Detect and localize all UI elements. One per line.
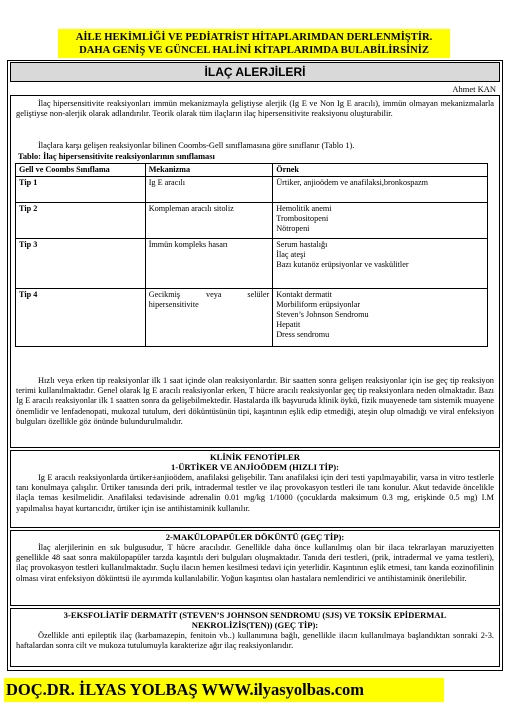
- table-cell-example: [273, 289, 488, 347]
- example-item: İlaç ateşi: [276, 250, 306, 259]
- example-item: Morbiliform erüpsiyonlar: [276, 300, 361, 309]
- author-name: Ahmet KAN: [452, 84, 496, 94]
- table-cell-type: Tip 3: [16, 239, 146, 289]
- table-row: [16, 289, 488, 347]
- clinical-phenotypes-heading: KLİNİK FENOTİPLER: [209, 452, 300, 462]
- table-header: Örnek: [273, 164, 488, 177]
- intro-paragraph-2: İlaçlara karşı gelişen reaksiyonlar bilinen Coombs-Gell sınıflamasına göre sınıflanır (Tablo 1).: [38, 141, 355, 150]
- section-3-heading: 3-EKSFOLİATİF DERMATİT (STEVEN’S JOHNSON SENDROMU (SJS) VE TOKSİK EPİDERMAL NEKROLİZİS(TEN)) (GEÇ TİP):: [63, 610, 447, 631]
- table-cell-mechanism: Gecikmiş veya selüler hipersensitivite: [145, 289, 273, 347]
- table-cell-example: [273, 239, 488, 289]
- table-cell-example: [273, 203, 488, 239]
- example-item: Kontakt dermatit: [276, 290, 332, 299]
- section-1-text: Ig E aracılı reaksiyonlarda ürtiker±anjioödem, anafilaksi gelişebilir. Tanı anafilaksi için deri testi yapılmayabilir, varsa in vitro testlerle tanı konulmaya çalışılır. Ürtiker tanısında deri prik, intradermal testler ve ilaç provokasyon testleri ile tanı konulur. Akut tedavide öncelikle ilaçla temas kesilmelidir. Anafilaksi tedavisinde adrenalin 0.01 mg/kg 1/1000 (çocuklarda maksimum 0.3 mg, erişkinde 0.5 mg) I.M yapılmalısı hayat kurtarıcıdır, ürtiker için ise antihistaminik kullanılır.: [16, 473, 494, 513]
- table-cell-type: Tip 4: [16, 289, 146, 347]
- banner-line-2: DAHA GENİŞ VE GÜNCEL HALİNİ KİTAPLARIMDA BULABİLİRSİNİZ: [79, 45, 429, 56]
- section-2-text: İlaç alerjilerinin en sık bulgusudur, T hücre aracılıdır. Genellikle daha önce kullanılmış olan bir ilaca tekrarlayan maruziyetten genellikle 48 saat sonra makülopapüler tarzda kaşıntılı deri bulguları oluşmaktadır. Tanıda deri testleri, (prik, intradermal ve yama testleri), ilaç provokasyon testleri kullanılmaktadır. Suçlu ilacın hemen kesilmesi tedavi için yeterlidir. Kaşıntının eşlik etmesi, tanı kanda eozinofilinin olması virat enfeksiyon dökünttsü ile ayırımda kullanılabilir. Yoğun kaşıntısı olan hastalara nemlendirici ve antihistaminik önerilebilir.: [16, 543, 494, 583]
- page-title: İLAÇ ALERJİLERİ: [10, 62, 500, 82]
- section-1-heading: 1-ÜRTİKER VE ANJİOÖDEM (HIZLI TİP):: [171, 462, 339, 472]
- example-item: Steven’s Johnson Sendromu: [276, 310, 369, 319]
- example-item: Ürtiker, anjioödem ve anafilaksi,bronkospazm: [276, 178, 429, 187]
- section-3-text: Özellikle anti epileptik ilaç (karbamazepin, fenitoin vb..) kullanımına bağlı, genellikle ilacın kullanılmaya başlandıktan sonraki 2-3. haftalardan sonra cilt ve mukoza tutulumuyla karakterize ağır ilaç reaksiyonlarıdır.: [16, 631, 494, 651]
- footer-author-website: DOÇ.DR. İLYAS YOLBAŞ WWW.ilyasyolbas.com: [4, 678, 444, 702]
- top-banner: [58, 29, 450, 58]
- table-caption: Tablo: İlaç hipersensitivite reaksiyonlarının sınıflaması: [18, 152, 215, 161]
- example-item: Trombositopeni: [276, 214, 329, 223]
- example-item: Serum hastalığı: [276, 240, 328, 249]
- table-cell-example: [273, 177, 488, 203]
- table-cell-mechanism: Ig E aracılı: [145, 177, 273, 203]
- table-header: Mekanizma: [145, 164, 273, 177]
- table-row: [16, 203, 488, 239]
- example-item: Hemolitik anemi: [276, 204, 332, 213]
- table-cell-mechanism: Kompleman aracılı sitoliz: [145, 203, 273, 239]
- intro-paragraph-1: İlaç hipersensitivite reaksiyonları immün mekanizmayla geliştiyse alerjik (Ig E ve Non Ig E aracılı), immün olmayan mekanizmalarla geliştiyse non-alerjik olarak adlandırılır. Teorik olarak tüm ilaçların ilaç hipersensitivite reaksiyonu oluşturabilir.: [16, 99, 494, 119]
- banner-line-1: AİLE HEKİMLİĞİ VE PEDİATRİST HİTAPLARIMDAN DERLENMİŞTİR.: [75, 32, 433, 43]
- classification-table: [15, 163, 488, 347]
- table-cell-type: Tip 2: [16, 203, 146, 239]
- example-item: Dress sendromu: [276, 330, 330, 339]
- table-header-row: [16, 164, 488, 177]
- example-item: Nötropeni: [276, 224, 310, 233]
- table-cell-type: Tip 1: [16, 177, 146, 203]
- reaction-timing-paragraph: Hızlı veya erken tip reaksiyonlar ilk 1 saat içinde olan reaksiyonlardır. Bir saatten sonra gelişen reaksiyonlar için ise geç tip reaksiyon terimi kullanılmaktadır. Genel olarak Ig E aracılı reaksiyonlar erken, T hücre aracılı reaksiyonlar geç tip reaksiyonlara neden olmaktadır. Bazı Ig E aracılı reaksiyonlar ilk 1 saatten sonra da gelişebilmektedir. Hastalarda ilk başvuruda klinik öykü, fizik muayenede tam sistemik muayene önemlidir ve lenfadenopati, mukozal tutulum, deri döküntüsünün tipi, kaşıntının eşlik edip etmediği, ateşin olup olmadığı ve viral enfeksiyon bulguları özellikle göz önünde bulundurulmalıdır.: [16, 376, 494, 426]
- example-item: Bazı kutanöz erüpsiyonlar ve vaskülitler: [276, 260, 409, 269]
- table-row: [16, 239, 488, 289]
- example-item: Hepatit: [276, 320, 301, 329]
- table-row: [16, 177, 488, 203]
- section-2-heading: 2-MAKÜLOPAPÜLER DÖKÜNTÜ (GEÇ TİP):: [165, 532, 345, 542]
- table-header: Gell ve Coombs Sınıflama: [16, 164, 146, 177]
- table-cell-mechanism: İmmün kompleks hasarı: [145, 239, 273, 289]
